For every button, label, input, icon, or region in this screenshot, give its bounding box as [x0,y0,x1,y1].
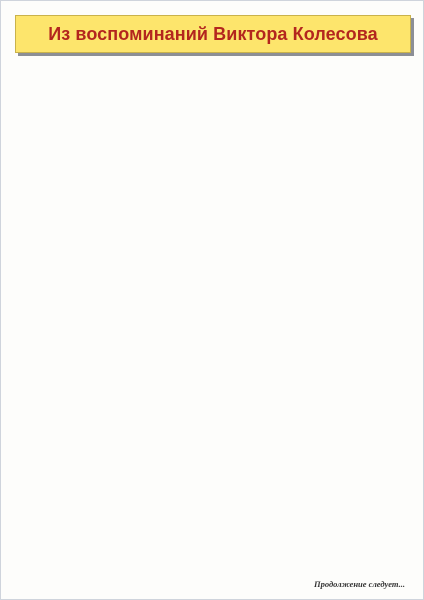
page-title: Из воспоминаний Виктора Колесова [48,23,378,44]
continued-note: Продолжение следует... [313,579,405,589]
article-columns [17,63,409,593]
title-banner [15,15,411,53]
article-body [17,63,409,593]
